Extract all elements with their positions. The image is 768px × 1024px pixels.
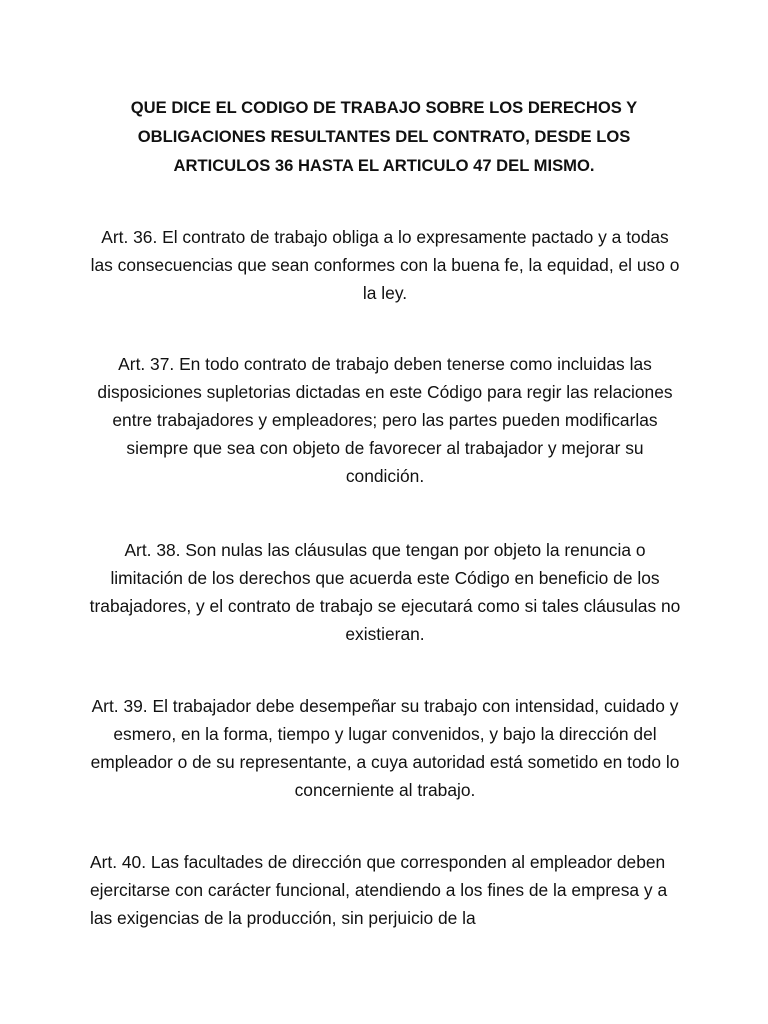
- article-38: Art. 38. Son nulas las cláusulas que tengan por objeto la renuncia o limitación de los derechos que acuerda este Código en beneficio de los trabajadores, y el contrato de trabajo se ejecutará como si tales cláusulas no existieran.: [89, 540, 681, 644]
- article-36: Art. 36. El contrato de trabajo obliga a lo expresamente pactado y a todas las consecuencias que sean conformes con la buena fe, la equidad, el uso o la ley.: [90, 227, 680, 303]
- article-40: Art. 40. Las facultades de dirección que corresponden al empleador deben ejercitarse con carácter funcional, atendiendo a los fines de la empresa y a las exigencias de la producción, sin perjuicio de la: [90, 852, 668, 928]
- document-title: QUE DICE EL CODIGO DE TRABAJO SOBRE LOS DERECHOS Y OBLIGACIONES RESULTANTES DEL CONTRATO, DESDE LOS ARTICULOS 36 HASTA EL ARTICULO 47 DEL MISMO.: [130, 98, 638, 175]
- article-37: Art. 37. En todo contrato de trabajo deben tenerse como incluidas las disposiciones supletorias dictadas en este Código para regir las relaciones entre trabajadores y empleadores; pero las partes pueden modificarlas siempre que sea con objeto de favorecer al trabajador y mejorar su condición.: [97, 354, 673, 486]
- article-39: Art. 39. El trabajador debe desempeñar su trabajo con intensidad, cuidado y esmero, en la forma, tiempo y lugar convenidos, y bajo la dirección del empleador o de su representante, a cuya autoridad está sometido en todo lo concerniente al trabajo.: [90, 696, 680, 800]
